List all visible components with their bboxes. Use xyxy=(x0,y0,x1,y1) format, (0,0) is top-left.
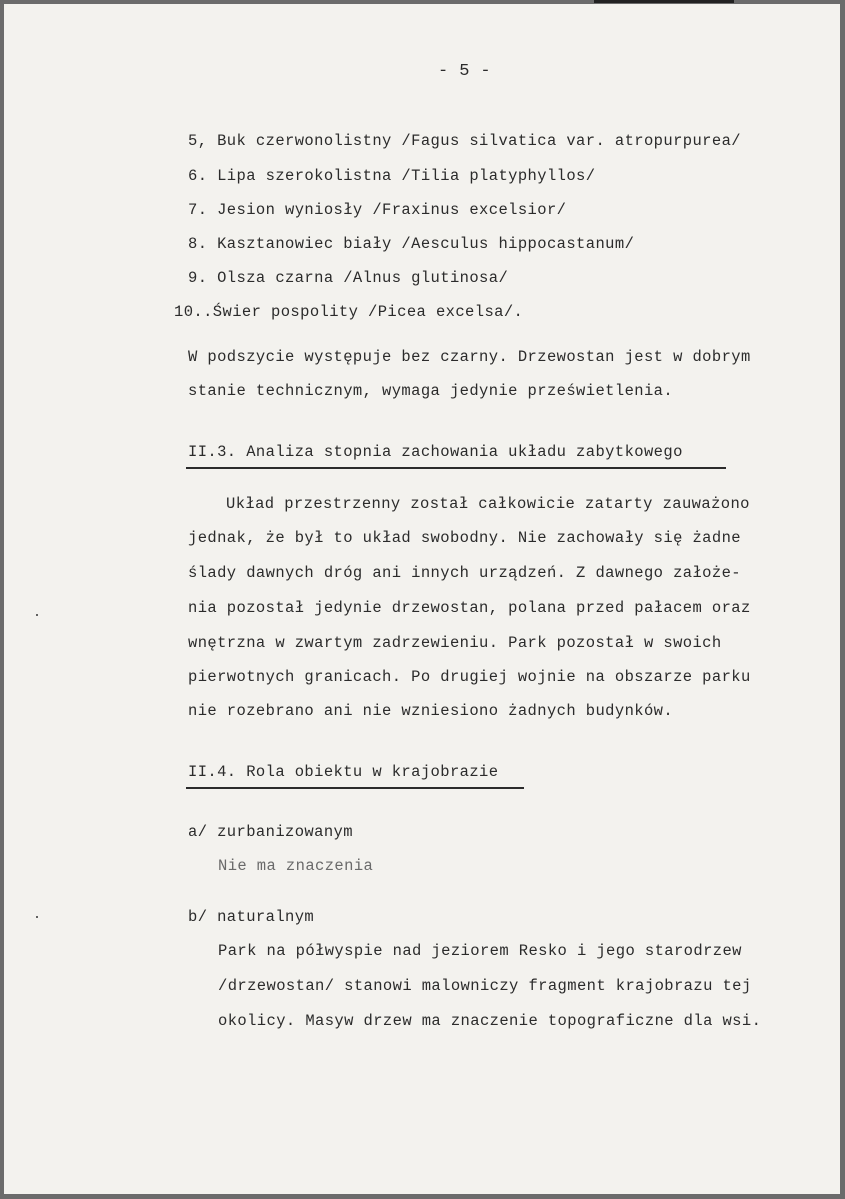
II3-line-1: Układ przestrzenny został całkowicie zatarty zauważono xyxy=(226,495,750,513)
II4-b-line-3: okolicy. Masyw drzew ma znaczenie topograficzne dla wsi. xyxy=(218,1012,762,1030)
II3-line-7: nie rozebrano ani nie wzniesiono żadnych budynków. xyxy=(188,702,674,720)
II3-line-3: ślady dawnych dróg ani innych urządzeń. Z dawnego założe- xyxy=(188,564,741,582)
II3-line-2: jednak, że był to układ swobodny. Nie zachowały się żadne xyxy=(188,529,741,547)
species-item-8: 8. Kasztanowiec biały /Aesculus hippocastanum/ xyxy=(188,235,635,253)
undergrowth-line-2: stanie technicznym, wymaga jedynie prześwietlenia. xyxy=(188,382,674,400)
species-item-6: 6. Lipa szerokolistna /Tilia platyphyllos/ xyxy=(188,167,596,185)
margin-speck xyxy=(36,614,38,616)
II4-b-label: b/ naturalnym xyxy=(188,908,315,926)
top-edge-mark xyxy=(594,0,734,3)
species-item-7: 7. Jesion wyniosły /Fraxinus excelsior/ xyxy=(188,201,567,219)
II4-a-label: a/ zurbanizowanym xyxy=(188,823,353,841)
II3-line-4: nia pozostał jedynie drzewostan, polana przed pałacem oraz xyxy=(188,599,751,617)
heading-underline-II3 xyxy=(186,467,726,469)
species-item-5: 5, Buk czerwonolistny /Fagus silvatica var. atropurpurea/ xyxy=(188,132,741,150)
II4-b-line-1: Park na półwyspie nad jeziorem Resko i jego starodrzew xyxy=(218,942,742,960)
species-item-10: 10..Świer pospolity /Picea excelsa/. xyxy=(174,303,524,321)
undergrowth-line-1: W podszycie występuje bez czarny. Drzewostan jest w dobrym xyxy=(188,348,751,366)
II4-b-line-2: /drzewostan/ stanowi malowniczy fragment krajobrazu tej xyxy=(218,977,752,995)
section-heading-II3: II.3. Analiza stopnia zachowania układu zabytkowego xyxy=(188,443,683,461)
II3-line-5: wnętrzna w zwartym zadrzewieniu. Park pozostał w swoich xyxy=(188,634,722,652)
section-heading-II4: II.4. Rola obiektu w krajobrazie xyxy=(188,763,499,781)
species-item-9: 9. Olsza czarna /Alnus glutinosa/ xyxy=(188,269,509,287)
II3-line-6: pierwotnych granicach. Po drugiej wojnie na obszarze parku xyxy=(188,668,751,686)
heading-underline-II4 xyxy=(186,787,524,789)
page-number: - 5 - xyxy=(438,62,492,81)
II4-a-text: Nie ma znaczenia xyxy=(218,857,374,875)
margin-speck xyxy=(36,916,38,918)
document-page xyxy=(4,4,840,1194)
